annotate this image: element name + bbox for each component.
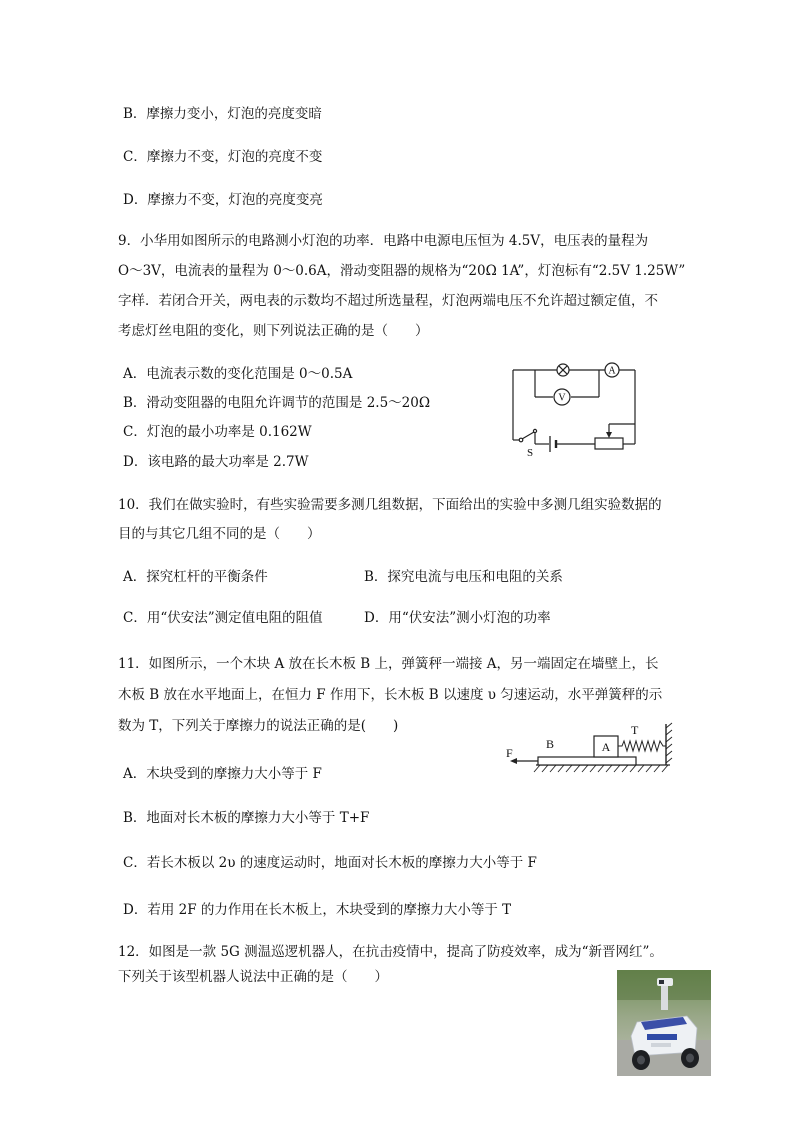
board-b [538, 757, 636, 765]
switch-label: S [527, 447, 534, 459]
q11-force-diagram [500, 718, 676, 774]
q12-robot-photo [617, 970, 711, 1076]
q8-option-b: B．摩擦力变小，灯泡的亮度变暗 [123, 106, 322, 122]
q9-circuit-diagram [505, 358, 645, 460]
q10-stem-line1: 10．我们在做实验时，有些实验需要多测几组数据，下面给出的实验中多测几组实验数据的 [118, 497, 662, 513]
q9-stem-line1: 9．小华用如图所示的电路测小灯泡的功率．电路中电源电压恒为 4.5V，电压表的量程为 [118, 233, 649, 249]
ground-hatching [534, 765, 668, 772]
q10-option-d: D．用“伏安法”测小灯泡的功率 [364, 610, 551, 626]
q8-option-c: C．摩擦力不变，灯泡的亮度不变 [123, 149, 323, 165]
q11-option-b: B．地面对长木板的摩擦力大小等于 T+F [123, 810, 370, 826]
q9-stem-line2: O～3V，电流表的量程为 0～0.6A，滑动变阻器的规格为“20Ω 1A”，灯泡标有“2.5V 1.25W” [118, 263, 686, 279]
spring-icon [618, 741, 666, 751]
q11-stem-line2: 木板 B 放在水平地面上，在恒力 F 作用下，长木板 B 以速度 υ 匀速运动，水平弹簧秤的示 [118, 687, 663, 703]
switch-icon [519, 429, 536, 441]
force-label: F [506, 746, 513, 760]
q8-option-d: D．摩擦力不变，灯泡的亮度变亮 [123, 192, 323, 208]
q11-stem-line3: 数为 T，下列关于摩擦力的说法正确的是( ) [118, 718, 399, 734]
wall-hatching [666, 723, 672, 763]
q11-option-a: A．木块受到的摩擦力大小等于 F [123, 766, 322, 782]
q10-option-c: C．用“伏安法”测定值电阻的阻值 [123, 610, 323, 626]
q12-stem-line2: 下列关于该型机器人说法中正确的是（ ） [118, 969, 388, 985]
lamp-icon [557, 364, 569, 376]
q10-option-a: A．探究杠杆的平衡条件 [123, 569, 268, 585]
q11-stem-line1: 11．如图所示，一个木块 A 放在长木板 B 上，弹簧秤一端接 A，另一端固定在墙壁上，长 [118, 656, 659, 672]
svg-text:V: V [558, 392, 566, 404]
q11-option-c: C．若长木板以 2υ 的速度运动时，地面对长木板的摩擦力大小等于 F [123, 855, 537, 871]
q10-stem-line2: 目的与其它几组不同的是（ ） [118, 526, 321, 542]
q9-stem-line3: 字样．若闭合开关，两电表的示数均不超过所选量程，灯泡两端电压不允许超过额定值，不 [118, 293, 658, 309]
q11-option-d: D．若用 2F 的力作用在长木板上，木块受到的摩擦力大小等于 T [123, 902, 512, 918]
q9-option-b: B．滑动变阻器的电阻允许调节的范围是 2.5～20Ω [123, 395, 431, 411]
battery-icon [550, 436, 556, 452]
q9-option-c: C．灯泡的最小功率是 0.162W [123, 424, 312, 440]
spring-tension-label: T [631, 723, 639, 737]
q9-option-d: D．该电路的最大功率是 2.7W [123, 454, 309, 470]
voltmeter-icon [554, 389, 570, 405]
q9-stem-line4: 考虑灯丝电阻的变化，则下列说法正确的是（ ） [118, 323, 429, 339]
q12-stem-line1: 12．如图是一款 5G 测温巡逻机器人，在抗击疫情中，提高了防疫效率，成为“新晋网红”。 [118, 944, 663, 960]
block-a-label: A [601, 740, 611, 754]
board-b-label: B [546, 737, 555, 751]
rheostat-icon [595, 424, 635, 449]
q9-option-a: A．电流表示数的变化范围是 0～0.5A [123, 366, 353, 382]
svg-text:A: A [608, 365, 616, 377]
q10-option-b: B．探究电流与电压和电阻的关系 [364, 569, 563, 585]
ammeter-icon [605, 363, 619, 377]
